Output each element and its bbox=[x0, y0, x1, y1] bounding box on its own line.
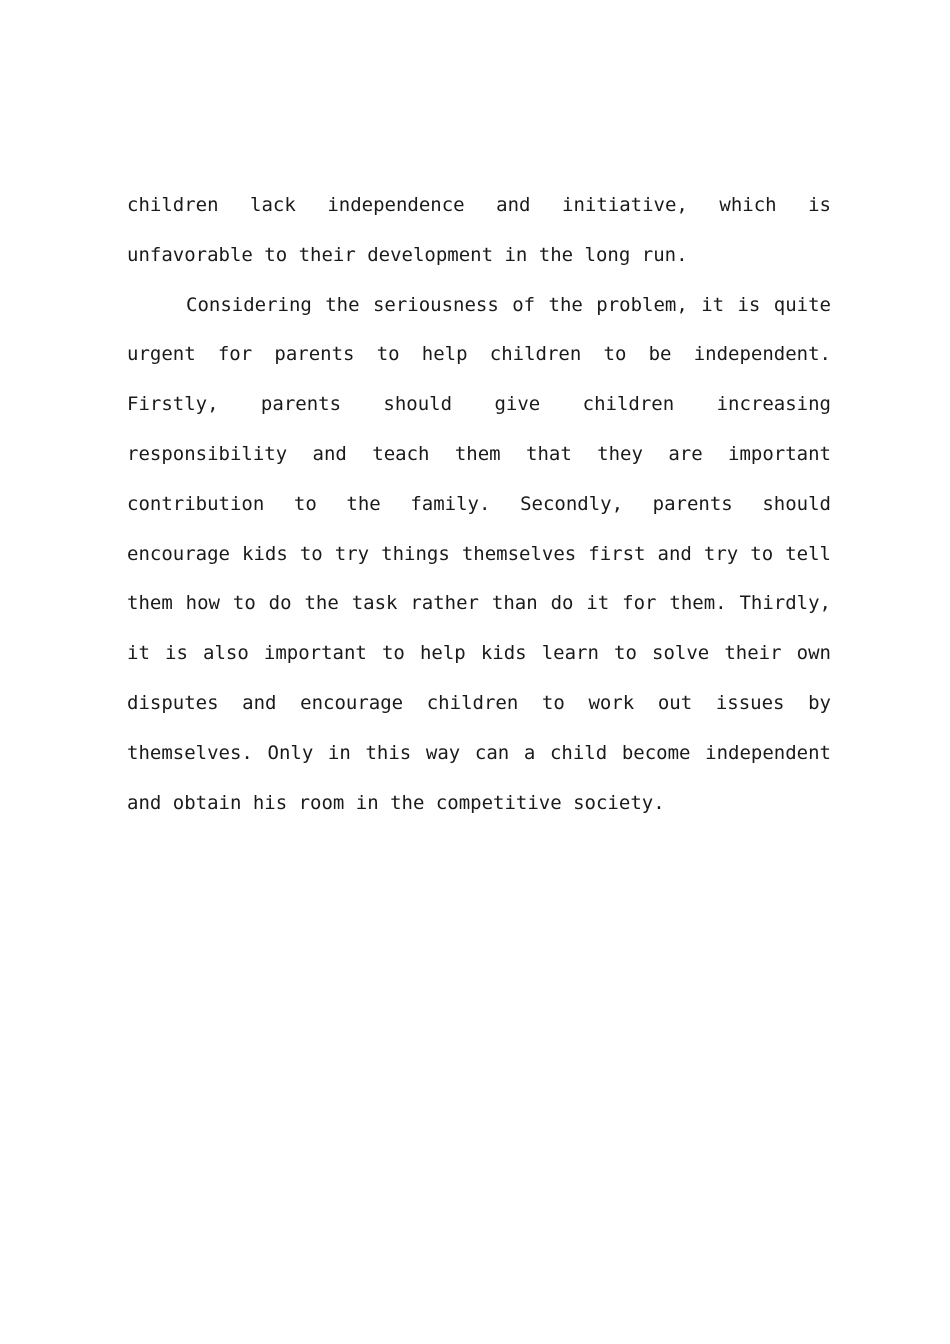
paragraph-continuation: children lack independence and initiative, which is unfavorable to their development in the long run. bbox=[127, 194, 831, 266]
paragraph-solutions: Considering the seriousness of the problem, it is quite urgent for parents to help children to be independent. Firstly, parents should give children increasing responsibility and teach them that they are important contribution to the family. Secondly, parents should encourage kids to try things themselves first and try to tell them how to do the task rather than do it for them. Thirdly, it is also important to help kids learn to solve their own disputes and encourage children to work out issues by themselves. Only in this way can a child become independent and obtain his room in the competitive society. bbox=[127, 293, 831, 814]
document-body bbox=[127, 181, 831, 828]
